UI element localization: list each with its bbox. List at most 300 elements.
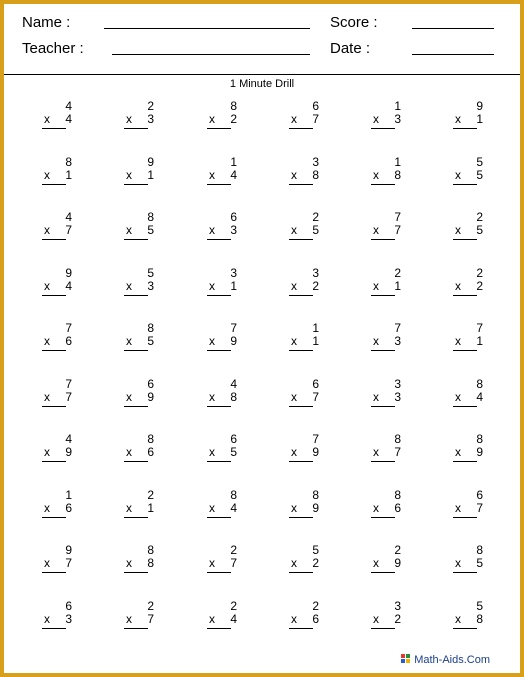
bottom-number: 4 [65, 279, 72, 293]
multiply-sign: x [44, 334, 50, 348]
bottom-number: 7 [65, 223, 72, 237]
problem-item [367, 600, 407, 640]
name-line [104, 28, 310, 29]
answer-line [453, 184, 477, 185]
top-number: 1 [394, 155, 401, 169]
answer-line [289, 128, 313, 129]
bottom-number: 3 [65, 612, 72, 626]
problem-item [449, 433, 489, 473]
multiply-sign: x [209, 556, 215, 570]
top-number: 1 [230, 155, 237, 169]
multiply-sign: x [44, 279, 50, 293]
top-number: 4 [65, 432, 72, 446]
top-number: 7 [65, 377, 72, 391]
answer-line [453, 628, 477, 629]
answer-line [453, 128, 477, 129]
bottom-number: 2 [476, 279, 483, 293]
problem-item [449, 322, 489, 362]
top-number: 8 [147, 543, 154, 557]
multiply-sign: x [373, 168, 379, 182]
top-number: 8 [230, 99, 237, 113]
bottom-number: 1 [476, 112, 483, 126]
answer-line [42, 406, 66, 407]
bottom-number: 4 [476, 390, 483, 404]
problem-item [449, 378, 489, 418]
multiply-sign: x [44, 612, 50, 626]
top-number: 2 [312, 210, 319, 224]
bottom-number: 3 [394, 112, 401, 126]
bottom-number: 9 [312, 501, 319, 515]
multiply-sign: x [126, 612, 132, 626]
multiply-sign: x [44, 168, 50, 182]
teacher-label: Teacher : [22, 40, 84, 57]
multiply-sign: x [209, 390, 215, 404]
problem-item [367, 211, 407, 251]
top-number: 8 [147, 321, 154, 335]
bottom-number: 6 [65, 501, 72, 515]
multiply-sign: x [44, 223, 50, 237]
top-number: 2 [476, 210, 483, 224]
multiply-sign: x [291, 390, 297, 404]
problem-item [203, 600, 243, 640]
top-number: 6 [230, 432, 237, 446]
top-number: 7 [230, 321, 237, 335]
problem-item [120, 100, 160, 140]
problem-item [203, 544, 243, 584]
bottom-number: 7 [394, 223, 401, 237]
bottom-number: 7 [230, 556, 237, 570]
multiply-sign: x [126, 390, 132, 404]
problem-item [120, 544, 160, 584]
top-number: 8 [476, 543, 483, 557]
answer-line [207, 406, 231, 407]
problem-item [285, 489, 325, 529]
answer-line [371, 572, 395, 573]
answer-line [289, 517, 313, 518]
brand-text: Math-Aids.Com [414, 654, 490, 666]
multiply-sign: x [126, 556, 132, 570]
top-number: 2 [147, 599, 154, 613]
multiply-sign: x [291, 223, 297, 237]
bottom-number: 8 [394, 168, 401, 182]
problem-item [285, 156, 325, 196]
answer-line [371, 406, 395, 407]
answer-line [453, 572, 477, 573]
top-number: 3 [312, 155, 319, 169]
answer-line [453, 295, 477, 296]
answer-line [371, 628, 395, 629]
answer-line [42, 128, 66, 129]
bottom-number: 3 [230, 223, 237, 237]
bottom-number: 6 [147, 445, 154, 459]
multiply-sign: x [373, 556, 379, 570]
logo-square [401, 659, 405, 663]
bottom-number: 1 [394, 279, 401, 293]
multiply-sign: x [291, 168, 297, 182]
top-number: 3 [230, 266, 237, 280]
answer-line [289, 295, 313, 296]
answer-line [124, 184, 148, 185]
score-label: Score : [330, 14, 378, 31]
multiply-sign: x [373, 223, 379, 237]
top-number: 6 [312, 99, 319, 113]
top-number: 8 [230, 488, 237, 502]
multiply-sign: x [455, 334, 461, 348]
answer-line [124, 517, 148, 518]
bottom-number: 7 [312, 390, 319, 404]
answer-line [289, 406, 313, 407]
bottom-number: 3 [147, 112, 154, 126]
answer-line [207, 628, 231, 629]
bottom-number: 6 [65, 334, 72, 348]
bottom-number: 5 [147, 223, 154, 237]
multiply-sign: x [209, 334, 215, 348]
problem-item [285, 433, 325, 473]
score-line [412, 28, 494, 29]
bottom-number: 4 [230, 612, 237, 626]
bottom-number: 1 [65, 168, 72, 182]
top-number: 2 [394, 543, 401, 557]
problem-item [449, 544, 489, 584]
problem-item [203, 211, 243, 251]
multiply-sign: x [455, 612, 461, 626]
bottom-number: 2 [312, 279, 319, 293]
bottom-number: 6 [394, 501, 401, 515]
problem-item [38, 378, 78, 418]
worksheet-header [4, 4, 520, 75]
multiply-sign: x [44, 112, 50, 126]
answer-line [42, 184, 66, 185]
bottom-number: 2 [230, 112, 237, 126]
problem-item [367, 378, 407, 418]
bottom-number: 1 [147, 501, 154, 515]
bottom-number: 5 [147, 334, 154, 348]
answer-line [42, 572, 66, 573]
top-number: 3 [394, 599, 401, 613]
top-number: 1 [394, 99, 401, 113]
problem-item [203, 100, 243, 140]
bottom-number: 1 [312, 334, 319, 348]
top-number: 2 [230, 599, 237, 613]
top-number: 8 [65, 155, 72, 169]
problem-item [367, 544, 407, 584]
multiply-sign: x [126, 112, 132, 126]
problem-item [38, 544, 78, 584]
problem-item [367, 100, 407, 140]
answer-line [42, 628, 66, 629]
bottom-number: 4 [230, 168, 237, 182]
problem-item [38, 156, 78, 196]
multiply-sign: x [209, 445, 215, 459]
answer-line [371, 184, 395, 185]
problem-item [285, 322, 325, 362]
answer-line [42, 350, 66, 351]
multiply-sign: x [373, 445, 379, 459]
bottom-number: 8 [230, 390, 237, 404]
top-number: 6 [312, 377, 319, 391]
multiply-sign: x [455, 501, 461, 515]
bottom-number: 9 [394, 556, 401, 570]
multiply-sign: x [373, 334, 379, 348]
top-number: 4 [65, 99, 72, 113]
problem-item [285, 267, 325, 307]
multiply-sign: x [209, 223, 215, 237]
bottom-number: 7 [394, 445, 401, 459]
answer-line [124, 572, 148, 573]
top-number: 5 [312, 543, 319, 557]
bottom-number: 6 [312, 612, 319, 626]
answer-line [124, 128, 148, 129]
problem-item [203, 433, 243, 473]
problem-item [203, 489, 243, 529]
multiply-sign: x [455, 168, 461, 182]
answer-line [289, 628, 313, 629]
answer-line [42, 239, 66, 240]
bottom-number: 9 [65, 445, 72, 459]
problem-item [285, 211, 325, 251]
multiply-sign: x [373, 501, 379, 515]
problem-item [285, 600, 325, 640]
top-number: 1 [312, 321, 319, 335]
top-number: 7 [476, 321, 483, 335]
answer-line [371, 517, 395, 518]
multiply-sign: x [126, 223, 132, 237]
top-number: 5 [476, 599, 483, 613]
top-number: 2 [394, 266, 401, 280]
answer-line [289, 461, 313, 462]
problem-item [285, 378, 325, 418]
name-label: Name : [22, 14, 71, 31]
bottom-number: 7 [65, 390, 72, 404]
top-number: 7 [394, 321, 401, 335]
answer-line [207, 128, 231, 129]
top-number: 8 [394, 432, 401, 446]
problem-item [449, 267, 489, 307]
top-number: 8 [147, 210, 154, 224]
bottom-number: 9 [312, 445, 319, 459]
answer-line [371, 461, 395, 462]
top-number: 6 [230, 210, 237, 224]
answer-line [207, 184, 231, 185]
top-number: 9 [65, 266, 72, 280]
page-title: 1 Minute Drill [229, 78, 295, 90]
top-number: 9 [476, 99, 483, 113]
top-number: 3 [312, 266, 319, 280]
multiply-sign: x [126, 279, 132, 293]
multiply-sign: x [455, 390, 461, 404]
answer-line [289, 350, 313, 351]
answer-line [289, 572, 313, 573]
top-number: 9 [65, 543, 72, 557]
answer-line [371, 239, 395, 240]
answer-line [207, 350, 231, 351]
bottom-number: 9 [147, 390, 154, 404]
multiply-sign: x [209, 112, 215, 126]
bottom-number: 1 [230, 279, 237, 293]
bottom-number: 8 [476, 612, 483, 626]
problem-item [203, 378, 243, 418]
brand-footer [401, 654, 490, 666]
top-number: 4 [65, 210, 72, 224]
logo-square [406, 659, 410, 663]
answer-line [124, 239, 148, 240]
answer-line [207, 461, 231, 462]
problem-item [449, 100, 489, 140]
problem-item [120, 156, 160, 196]
answer-line [453, 350, 477, 351]
answer-line [124, 406, 148, 407]
problem-item [203, 322, 243, 362]
multiply-sign: x [44, 556, 50, 570]
problem-item [38, 600, 78, 640]
bottom-number: 3 [394, 390, 401, 404]
multiply-sign: x [126, 334, 132, 348]
top-number: 8 [476, 377, 483, 391]
bottom-number: 7 [476, 501, 483, 515]
answer-line [207, 295, 231, 296]
top-number: 8 [147, 432, 154, 446]
date-line [412, 54, 494, 55]
answer-line [371, 295, 395, 296]
bottom-number: 5 [230, 445, 237, 459]
answer-line [124, 295, 148, 296]
bottom-number: 9 [476, 445, 483, 459]
top-number: 7 [394, 210, 401, 224]
answer-line [453, 239, 477, 240]
bottom-number: 1 [147, 168, 154, 182]
problem-item [367, 156, 407, 196]
multiply-sign: x [455, 279, 461, 293]
problem-item [120, 322, 160, 362]
multiply-sign: x [209, 612, 215, 626]
problem-item [120, 433, 160, 473]
multiply-sign: x [209, 501, 215, 515]
top-number: 6 [65, 599, 72, 613]
problem-item [38, 100, 78, 140]
problem-item [449, 489, 489, 529]
top-number: 3 [394, 377, 401, 391]
multiply-sign: x [455, 445, 461, 459]
multiply-sign: x [291, 445, 297, 459]
bottom-number: 3 [147, 279, 154, 293]
multiply-sign: x [291, 334, 297, 348]
multiply-sign: x [126, 445, 132, 459]
top-number: 9 [147, 155, 154, 169]
bottom-number: 4 [230, 501, 237, 515]
math-aids-logo-icon [401, 654, 411, 664]
multiply-sign: x [291, 279, 297, 293]
problem-item [367, 433, 407, 473]
top-number: 2 [230, 543, 237, 557]
multiply-sign: x [373, 279, 379, 293]
top-number: 8 [476, 432, 483, 446]
logo-square [401, 654, 405, 658]
problem-item [449, 156, 489, 196]
bottom-number: 9 [230, 334, 237, 348]
bottom-number: 5 [476, 556, 483, 570]
top-number: 2 [312, 599, 319, 613]
answer-line [289, 239, 313, 240]
problem-item [203, 156, 243, 196]
answer-line [453, 406, 477, 407]
multiply-sign: x [44, 390, 50, 404]
problem-item [285, 100, 325, 140]
problem-item [203, 267, 243, 307]
answer-line [42, 461, 66, 462]
top-number: 2 [147, 488, 154, 502]
teacher-line [112, 54, 310, 55]
answer-line [42, 517, 66, 518]
answer-line [124, 350, 148, 351]
problem-item [38, 322, 78, 362]
problem-item [38, 433, 78, 473]
multiply-sign: x [209, 279, 215, 293]
bottom-number: 2 [394, 612, 401, 626]
top-number: 5 [476, 155, 483, 169]
multiply-sign: x [291, 112, 297, 126]
top-number: 7 [65, 321, 72, 335]
problem-item [38, 267, 78, 307]
problem-item [449, 211, 489, 251]
problem-item [367, 322, 407, 362]
answer-line [453, 461, 477, 462]
bottom-number: 1 [476, 334, 483, 348]
bottom-number: 5 [312, 223, 319, 237]
multiply-sign: x [455, 223, 461, 237]
problem-item [120, 489, 160, 529]
problem-item [367, 489, 407, 529]
answer-line [207, 572, 231, 573]
answer-line [207, 517, 231, 518]
top-number: 8 [394, 488, 401, 502]
multiply-sign: x [126, 168, 132, 182]
answer-line [124, 461, 148, 462]
problem-item [120, 267, 160, 307]
bottom-number: 7 [312, 112, 319, 126]
problem-item [38, 211, 78, 251]
top-number: 2 [476, 266, 483, 280]
bottom-number: 2 [312, 556, 319, 570]
multiply-sign: x [291, 501, 297, 515]
problem-item [285, 544, 325, 584]
multiply-sign: x [44, 445, 50, 459]
answer-line [453, 517, 477, 518]
top-number: 4 [230, 377, 237, 391]
top-number: 7 [312, 432, 319, 446]
multiply-sign: x [291, 612, 297, 626]
multiply-sign: x [209, 168, 215, 182]
problem-item [449, 600, 489, 640]
top-number: 6 [476, 488, 483, 502]
multiply-sign: x [373, 612, 379, 626]
multiply-sign: x [291, 556, 297, 570]
top-number: 8 [312, 488, 319, 502]
top-number: 1 [65, 488, 72, 502]
multiply-sign: x [455, 556, 461, 570]
multiply-sign: x [373, 112, 379, 126]
top-number: 5 [147, 266, 154, 280]
multiply-sign: x [455, 112, 461, 126]
multiply-sign: x [44, 501, 50, 515]
problem-item [38, 489, 78, 529]
bottom-number: 5 [476, 223, 483, 237]
multiply-sign: x [126, 501, 132, 515]
multiply-sign: x [373, 390, 379, 404]
date-label: Date : [330, 40, 371, 57]
answer-line [371, 128, 395, 129]
bottom-number: 5 [476, 168, 483, 182]
answer-line [371, 350, 395, 351]
